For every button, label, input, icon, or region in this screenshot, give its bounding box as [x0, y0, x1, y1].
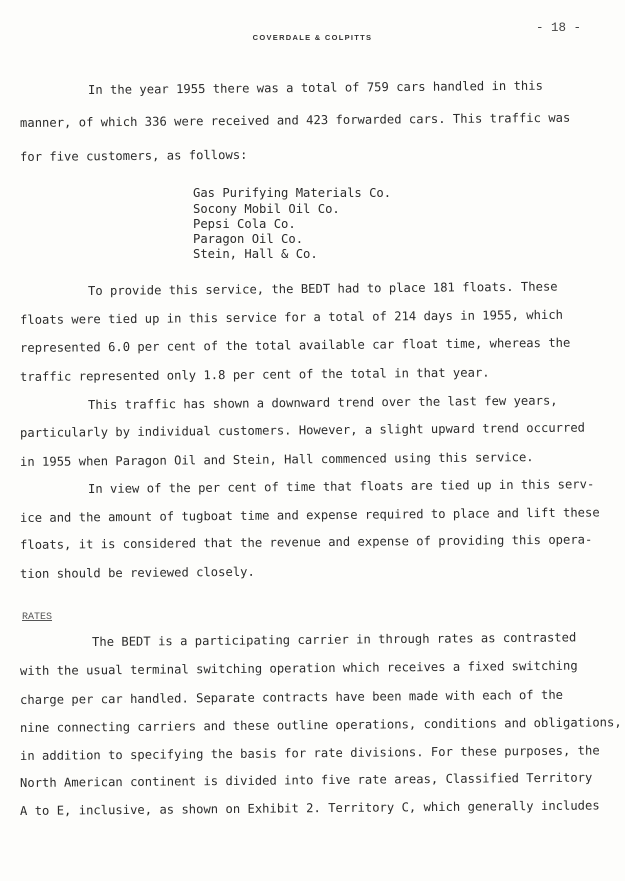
- paragraph-5-line-5: in addition to specifying the basis for rate divisions. For these purposes, the: [19, 743, 600, 763]
- paragraph-2-line-2: floats were tied up in this service for a total of 214 days in 1955, which: [19, 307, 564, 327]
- paragraph-5-line-6: North American continent is divided into five rate areas, Classified Territory: [19, 770, 593, 790]
- paragraph-4-line-3: floats, it is considered that the revenue and expense of providing this opera-: [19, 532, 593, 552]
- paragraph-1-line-2: manner, of which 336 were received and 423 forwarded cars. This traffic was: [19, 110, 571, 130]
- customer-item: Stein, Hall & Co.: [193, 247, 318, 261]
- paragraph-5-line-2: with the usual terminal switching operation which receives a fixed switching: [19, 658, 578, 678]
- paragraph-2-line-3: represented 6.0 per cent of the total available car float time, whereas the: [19, 335, 571, 355]
- letterhead: COVERDALE & COLPITTS: [252, 33, 373, 42]
- paragraph-5-line-3: charge per car handled. Separate contracts have been made with each of the: [19, 687, 564, 707]
- paragraph-3-line-2: particularly by individual customers. However, a slight upward trend occurred: [19, 420, 586, 440]
- paragraph-2-line-1: To provide this service, the BEDT had to place 181 floats. These: [87, 279, 558, 298]
- customer-item: Pepsi Cola Co.: [193, 217, 296, 231]
- paragraph-1-line-3: for five customers, as follows:: [19, 147, 248, 164]
- page-number: - 18 -: [535, 21, 581, 35]
- paragraph-4-line-2: ice and the amount of tugboat time and expense required to place and lift these: [19, 505, 600, 525]
- paragraph-4-line-1: In view of the per cent of time that floats are tied up in this serv-: [87, 477, 595, 496]
- section-heading-rates: RATES: [22, 612, 53, 623]
- paragraph-5-line-7: A to E, inclusive, as shown on Exhibit 2. Territory C, which generally includes: [19, 798, 600, 818]
- paragraph-3-line-1: This traffic has shown a downward trend over the last few years,: [87, 393, 558, 412]
- paragraph-5-line-1: The BEDT is a participating carrier in through rates as contrasted: [91, 630, 577, 649]
- paragraph-3-line-3: in 1955 when Paragon Oil and Stein, Hall commenced using this service.: [19, 450, 534, 469]
- paragraph-1-line-1: In the year 1955 there was a total of 759 cars handled in this: [87, 78, 543, 97]
- paragraph-2-line-4: traffic represented only 1.8 per cent of the total in that year.: [19, 365, 490, 384]
- customer-item: Gas Purifying Materials Co.: [193, 186, 392, 200]
- customer-item: Paragon Oil Co.: [193, 232, 304, 246]
- paragraph-4-line-4: tion should be reviewed closely.: [19, 564, 255, 581]
- paragraph-5-line-4: nine connecting carriers and these outline operations, conditions and obligations,: [19, 715, 622, 735]
- customer-item: Socony Mobil Oil Co.: [193, 202, 340, 216]
